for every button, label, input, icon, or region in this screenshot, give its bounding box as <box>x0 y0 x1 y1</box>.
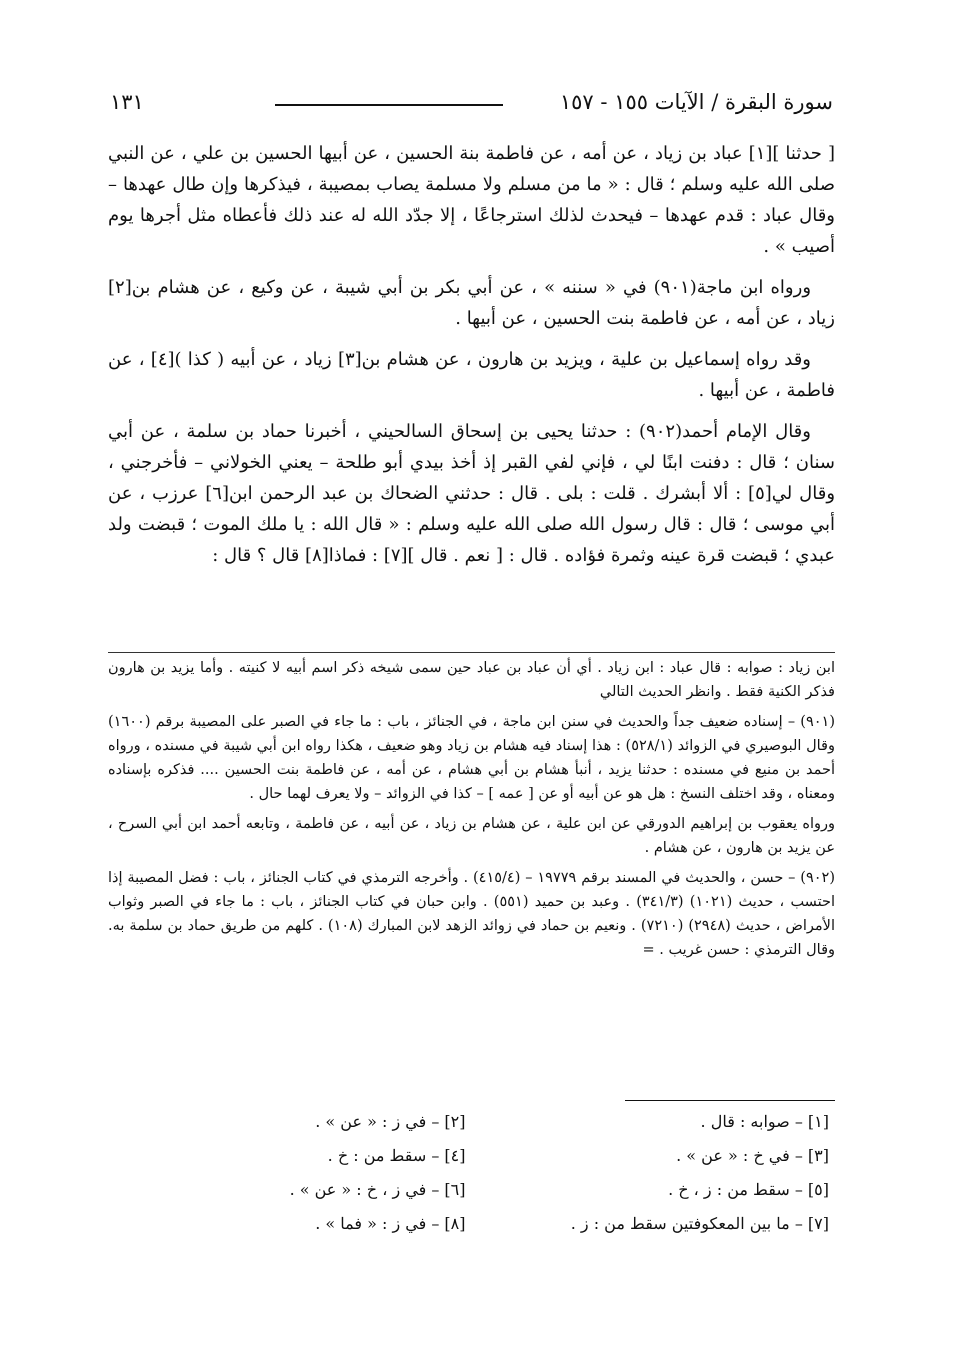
page-header <box>110 88 833 124</box>
textual-notes <box>108 1112 835 1248</box>
page-number: ١٣١ <box>110 90 144 114</box>
textual-note: [٤] – سقط من : خ . <box>327 1146 466 1165</box>
textual-note: [٨] – في ز : « فما » . <box>315 1214 466 1233</box>
textual-note: [٦] – في ز ، خ : « عن » . <box>289 1180 466 1199</box>
footnote-item: (٩٠٢) – حسن ، والحديث في المسند برقم ١٩٧٧٩ – (٤١٥/٤) . وأخرجه الترمذي في كتاب الجنائز ، باب : فضل المصيبة إذا احتسب ، حديث (١٠٢١) (٣٤١/٣) . وعبد بن حميد (٥٥١) . وابن حبان في كتاب الجنائز ، باب : ما جاء في الصبر وثواب الأمراض ، حديث (٢٩٤٨) (٧٢١٠) . ونعيم بن حماد في زوائد الزهد لابن المبارك (١٠٨) . كلهم من طريق حماد بن سلمة به. وقال الترمذي : حسن غريب . = <box>108 870 835 958</box>
running-title: سورة البقرة / الآيات ١٥٥ - ١٥٧ <box>559 90 833 114</box>
paragraph-ibn-majah: ورواه ابن ماجة(٩٠١) في « سننه » ، عن أبي بكر بن أبي شيبة ، عن وكيع ، عن هشام بن[٢] زياد ، عن أمه ، عن فاطمة بنت الحسين ، عن أبيها . <box>108 277 835 329</box>
header-rule <box>275 104 503 106</box>
footnotes <box>108 656 835 968</box>
footnote-item: (٩٠١) – إسناده ضعيف جداً والحديث في سنن ابن ماجة ، في الجنائز ، باب : ما جاء في الصبر على المصيبة برقم (١٦٠٠) وقال البوصيري في الزوائد (٥٢٨/١) : هذا إسناد فيه هشام بن زياد وهو ضعيف ، هكذا رواه ابن أبي شيبة في مسنده ، ورواه أحمد بن منيع في مسنده : حدثنا يزيد ، أنبأ هشام بن أبي هشام ، عن أمه ، عن فاطمة بنت الحسين .... فذكره بإسناده ومعناه ، وقد اختلف النسخ : هل هو عن أبيه أو عن [ عمه ] – كذا في الزوائد – ولا يعرف لهما حال . <box>108 714 835 802</box>
textual-notes-row <box>108 1112 835 1146</box>
textual-notes-row <box>108 1214 835 1248</box>
paragraph-imam-ahmad: وقال الإمام أحمد(٩٠٢) : حدثنا يحيى بن إسحاق السالحيني ، أخبرنا حماد بن سلمة ، عن أبي سنان ؛ قال : دفنت ابنًا لي ، فإني لفي القبر إذ أخذ بيدي أبو طلحة – يعني الخولاني – فأخرجني ، وقال لي[٥] : ألا أبشرك . قلت : بلى . قال : حدثني الضحاك بن عبد الرحمن ابن[٦] عرزب ، عن أبي موسى ؛ قال : قال رسول الله صلى الله عليه وسلم : « قال الله : يا ملك الموت ؛ قبضت ولد عبدي ؛ قبضت قرة عينه وثمرة فؤاده . قال : [ نعم . قال ][٧] : فماذا[٨] قال ؟ قال : <box>108 421 836 566</box>
textual-note: [٣] – في خ : « عن » . <box>676 1146 829 1165</box>
textual-notes-row <box>108 1180 835 1214</box>
paragraph-hadith-abbad: [ حدثنا ][١] عباد بن زياد ، عن أمه ، عن فاطمة بنة الحسين ، عن أبيها الحسين بن علي ، عن النبي صلى الله عليه وسلم ؛ قال : « ما من مسلم ولا مسلمة يصاب بمصيبة ، فيذكرها وإن طال عهدها – وقال عباد : قدم عهدها – فيحدث لذلك استرجاعًا ، إلا جدّد الله له عند ذلك فأعطاه مثل أجرها يوم أصيب » . <box>108 143 835 257</box>
main-text <box>108 138 835 581</box>
textual-notes-separator <box>625 1100 835 1101</box>
footnote-item: ورواه يعقوب بن إبراهيم الدورقي عن ابن علية ، عن هشام بن زياد ، عن أبيه ، عن فاطمة ، وتابعه أحمد ابن أبي السرح ، عن يزيد بن هارون ، عن هشام . <box>108 816 835 856</box>
textual-note: [٥] – سقط من : ز ، خ . <box>668 1180 829 1199</box>
textual-note: [٧] – ما بين المعكوفتين سقط من : ز . <box>570 1214 829 1233</box>
footnote-item: ابن زياد : صوابه : قال عباد : ابن زياد . أي أن عباد بن عباد حين سمى شيخه ذكر اسم أبيه لا كنيته . وأما يزيد بن هارون فذكر الكنية فقط . وانظر الحديث التالي <box>108 660 835 700</box>
textual-notes-row <box>108 1146 835 1180</box>
footnote-separator <box>108 652 835 653</box>
textual-note: [٢] – في ز : « عن » . <box>315 1112 466 1131</box>
paragraph-ismail-ibn-ulayyah: وقد رواه إسماعيل بن علية ، ويزيد بن هارون ، عن هشام بن[٣] زياد ، عن أبيه ( كذا )[٤] ، عن فاطمة ، عن أبيها . <box>108 349 835 401</box>
textual-note: [١] – صوابه : قال . <box>700 1112 829 1131</box>
